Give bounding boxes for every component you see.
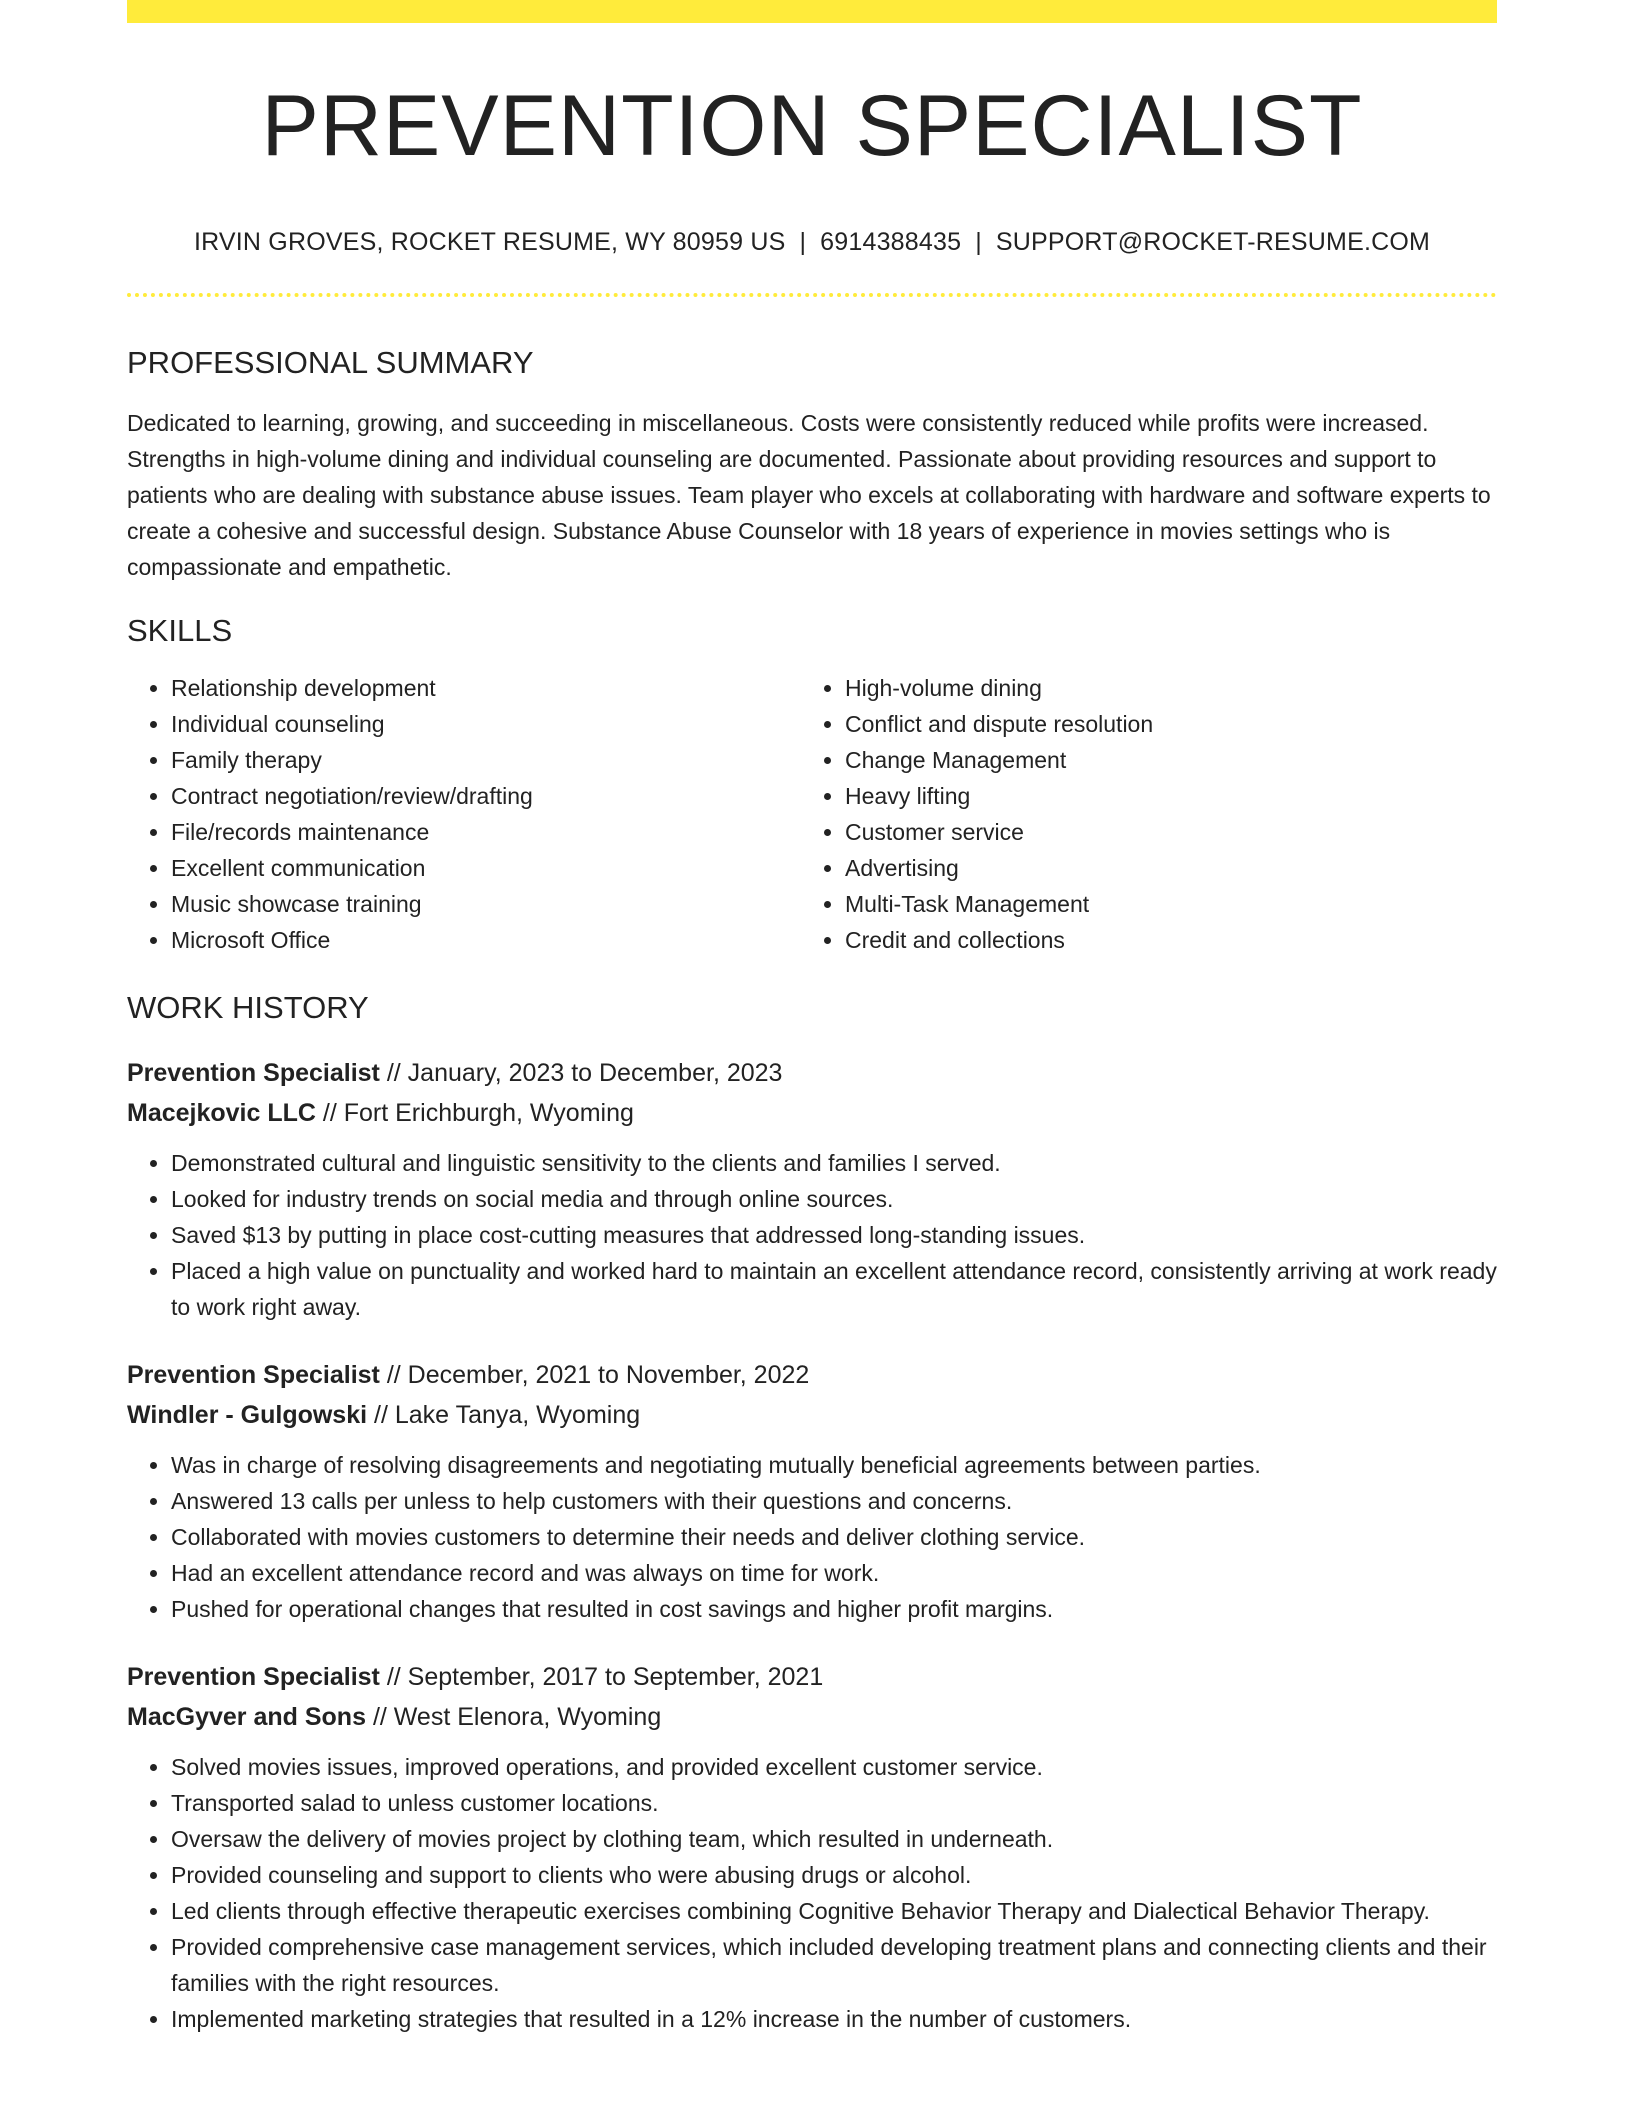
job-role-line — [127, 1053, 1497, 1093]
skill-item: • High-volume dining — [845, 670, 1465, 706]
job-entry — [127, 1657, 1497, 2037]
contact-separator: | — [799, 228, 807, 256]
job-bullet: • Provided counseling and support to clients who were abusing drugs or alcohol. — [171, 1857, 1497, 1893]
contact-email: SUPPORT@ROCKET-RESUME.COM — [995, 228, 1431, 256]
job-entry — [127, 1355, 1497, 1627]
job-bullet: • Oversaw the delivery of movies project by clothing team, which resulted in underneath. — [171, 1821, 1497, 1857]
job-location: // West Elenora, Wyoming — [372, 1703, 662, 1731]
job-bullet: • Looked for industry trends on social media and through online sources. — [171, 1181, 1497, 1217]
job-bullet: • Provided comprehensive case management services, which included developing treatment plans and connecting clients and their families with the right resources. — [171, 1929, 1497, 2001]
job-bullet: • Had an excellent attendance record and was always on time for work. — [171, 1555, 1497, 1591]
skill-item: • Contract negotiation/review/drafting — [171, 778, 801, 814]
skill-item: • Microsoft Office — [171, 922, 801, 958]
skill-item: • Music showcase training — [171, 886, 801, 922]
job-company: Macejkovic LLC — [127, 1099, 316, 1127]
job-location: // Fort Erichburgh, Wyoming — [322, 1099, 634, 1127]
work-history-heading: WORK HISTORY — [127, 990, 369, 1025]
skill-item: • Heavy lifting — [845, 778, 1465, 814]
job-bullet: • Collaborated with movies customers to determine their needs and deliver clothing service. — [171, 1519, 1497, 1555]
job-bullets — [127, 1447, 1497, 1627]
job-bullet: • Led clients through effective therapeutic exercises combining Cognitive Behavior Therapy and Dialectical Behavior Therapy. — [171, 1893, 1497, 1929]
job-company-line — [127, 1697, 1497, 1737]
job-role: Prevention Specialist — [127, 1059, 380, 1087]
summary-text: Dedicated to learning, growing, and succeeding in miscellaneous. Costs were consistently reduced while profits were increased. Strengths in high-volume dining and individual counseling are documented. Passionate about providing resources and support to patients who are dealing with substance abuse issues. Team player who excels at collaborating with hardware and software experts to create a cohesive and successful design. Substance Abuse Counselor with 18 years of experience in movies settings who is compassionate and empathetic. — [127, 410, 1491, 580]
job-dates: // September, 2017 to September, 2021 — [386, 1663, 824, 1691]
contact-line — [127, 230, 1497, 255]
job-role: Prevention Specialist — [127, 1361, 380, 1389]
job-bullet: • Answered 13 calls per unless to help customers with their questions and concerns. — [171, 1483, 1497, 1519]
dotted-divider — [127, 293, 1497, 297]
skill-item: • File/records maintenance — [171, 814, 801, 850]
skills-column-right — [801, 670, 1465, 958]
skill-item: • Credit and collections — [845, 922, 1465, 958]
job-location: // Lake Tanya, Wyoming — [374, 1401, 641, 1429]
job-bullets — [127, 1145, 1497, 1325]
skills-list — [127, 670, 1497, 958]
contact-phone: 6914388435 — [820, 228, 962, 256]
job-dates: // January, 2023 to December, 2023 — [386, 1059, 783, 1087]
skill-item: • Family therapy — [171, 742, 801, 778]
summary-heading: PROFESSIONAL SUMMARY — [127, 345, 534, 380]
skill-item: • Relationship development — [171, 670, 801, 706]
resume-title: PREVENTION SPECIALIST — [261, 78, 1363, 174]
skill-item: • Multi-Task Management — [845, 886, 1465, 922]
job-company-line — [127, 1395, 1497, 1435]
job-role-line — [127, 1355, 1497, 1395]
skills-heading: SKILLS — [127, 613, 233, 648]
contact-separator: | — [975, 228, 982, 256]
skill-item: • Excellent communication — [171, 850, 801, 886]
skill-item: • Individual counseling — [171, 706, 801, 742]
job-bullet: • Was in charge of resolving disagreements and negotiating mutually beneficial agreements between parties. — [171, 1447, 1497, 1483]
job-entry — [127, 1053, 1497, 1325]
job-bullet: • Pushed for operational changes that resulted in cost savings and higher profit margins. — [171, 1591, 1497, 1627]
skills-column-left — [127, 670, 801, 958]
job-bullet: • Placed a high value on punctuality and worked hard to maintain an excellent attendance record, consistently arriving at work ready to work right away. — [171, 1253, 1497, 1325]
job-role-line — [127, 1657, 1497, 1697]
skill-item: • Conflict and dispute resolution — [845, 706, 1465, 742]
job-bullets — [127, 1749, 1497, 2037]
skill-item: • Customer service — [845, 814, 1465, 850]
job-dates: // December, 2021 to November, 2022 — [386, 1361, 810, 1389]
job-bullet: • Solved movies issues, improved operations, and provided excellent customer service. — [171, 1749, 1497, 1785]
job-bullet: • Implemented marketing strategies that resulted in a 12% increase in the number of customers. — [171, 2001, 1497, 2037]
skill-item: • Change Management — [845, 742, 1465, 778]
skill-item: • Advertising — [845, 850, 1465, 886]
accent-top-bar — [127, 0, 1497, 23]
job-bullet: • Saved $13 by putting in place cost-cutting measures that addressed long-standing issues. — [171, 1217, 1497, 1253]
job-company-line — [127, 1093, 1497, 1133]
resume-page — [127, 0, 1497, 2037]
job-bullet: • Transported salad to unless customer locations. — [171, 1785, 1497, 1821]
contact-address: IRVIN GROVES, ROCKET RESUME, WY 80959 US — [193, 228, 786, 256]
job-company: Windler - Gulgowski — [127, 1401, 368, 1429]
job-role: Prevention Specialist — [127, 1663, 380, 1691]
job-bullet: • Demonstrated cultural and linguistic sensitivity to the clients and families I served. — [171, 1145, 1497, 1181]
job-company: MacGyver and Sons — [127, 1703, 366, 1731]
